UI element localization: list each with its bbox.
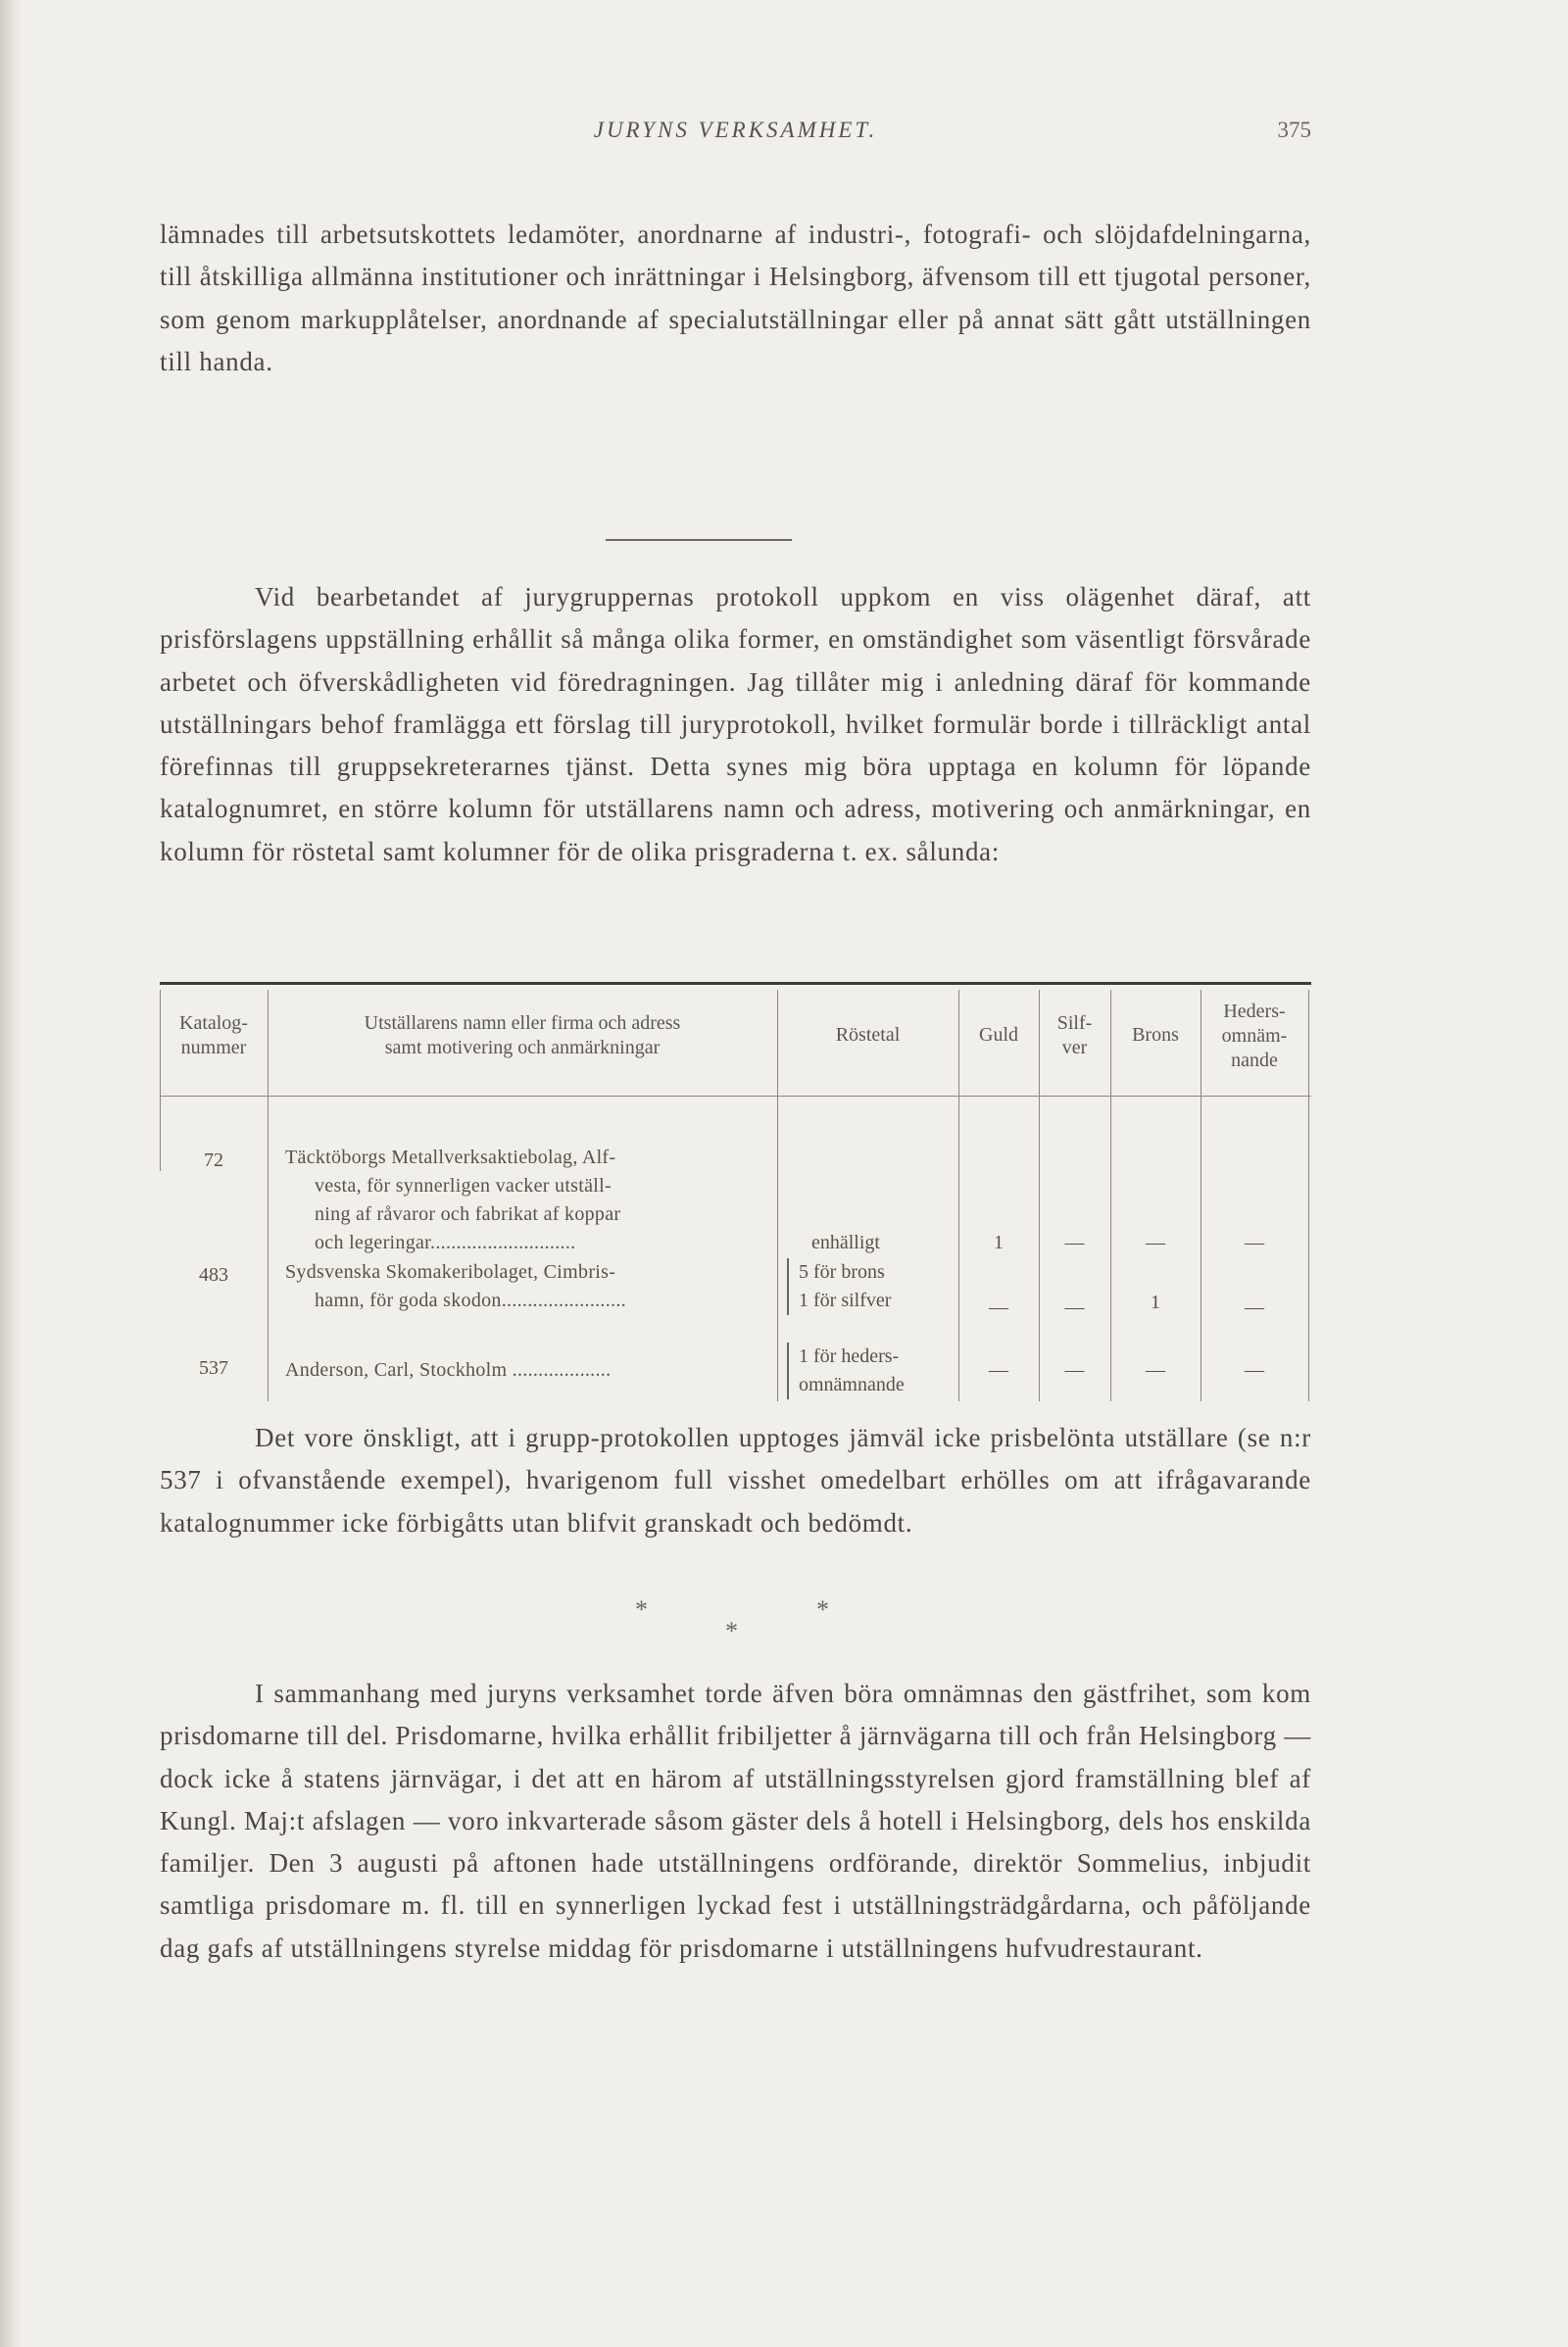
- row-guld: 1: [994, 1232, 1004, 1253]
- row-rostetal: [787, 1258, 970, 1315]
- row-description: [285, 1258, 775, 1315]
- description-line: Sydsvenska Skomakeribolaget, Cimbris-: [285, 1261, 616, 1283]
- col-header-line: Utställarens namn eller firma och adress: [364, 1012, 681, 1034]
- paragraph-2: Vid bearbetandet af jurygruppernas protokoll uppkom en viss olägenhet däraf, att prisförslagens uppställning erhållit så många olika former, en omständighet som väsentligt försvårade arbetet och öfverskådligheten vid föredragningen. Jag tillåter mig i anledning däraf för kommande utställningars behof framlägga ett förslag till juryprotokoll, hvilket formulär borde i tillräckligt antal förefinnas till gruppsekreterarnes tjänst. Detta synes mig böra upptaga en kolumn för löpande katalognumret, en större kolumn för utställarens namn och adress, motivering och anmärkningar, en kolumn för röstetal samt kolumner för de olika prisgraderna t. ex. sålunda:: [160, 582, 1311, 866]
- col-header-line: Katalog-: [179, 1012, 248, 1034]
- row-description: [285, 1144, 775, 1257]
- running-head: JURYNS VERKSAMHET.: [593, 118, 878, 142]
- book-page: [160, 118, 1311, 1963]
- book-spine-shadow: [0, 0, 22, 2347]
- description-line: Täcktöborgs Metallverksaktiebolag, Alf-: [285, 1147, 616, 1168]
- row-silfver: —: [1064, 1296, 1085, 1318]
- row-silfver: —: [1064, 1359, 1085, 1381]
- description-line: och legeringar............................: [315, 1232, 576, 1253]
- row-katalog-number: 483: [199, 1264, 228, 1286]
- col-divider: [1110, 990, 1111, 1401]
- row-description: Anderson, Carl, Stockholm ...................: [285, 1359, 612, 1381]
- description-line: hamn, för goda skodon........................: [315, 1290, 626, 1311]
- row-heders: —: [1245, 1359, 1264, 1381]
- col-header-line: Silf-: [1056, 1012, 1093, 1034]
- col-header-rostetal: Röstetal: [835, 1024, 901, 1046]
- asterisk: *: [816, 1595, 829, 1624]
- col-header-brons: Brons: [1132, 1024, 1179, 1046]
- section-break-asterisks: [160, 1595, 1311, 1654]
- col-divider: [958, 990, 959, 1401]
- rostetal-line: 1 för heders-: [799, 1345, 900, 1367]
- row-guld: —: [989, 1296, 1008, 1318]
- paragraph-3: Det vore önskligt, att i grupp-protokollen upptoges jämväl icke prisbelönta utställare (se n:r 537 i ofvanstående exempel), hvarigenom full visshet omedelbart erhölles om att ifrågavarande katalognummer icke förbigåtts utan blifvit granskadt och bedömdt.: [160, 1423, 1311, 1538]
- col-divider: [777, 990, 778, 1401]
- paragraph-4: I sammanhang med juryns verksamhet torde äfven böra omnämnas den gästfrihet, som kom prisdomarne till del. Prisdomarne, hvilka erhållit fribiljetter å järnvägarna till och från Helsingborg — dock icke å statens järnvägar, i det att en härom af utställningsstyrelsen gjord framställning blef af Kungl. Maj:t afslagen — voro inkvarterade såsom gäster dels å hotell i Helsingborg, dels hos enskilda familjer. Den 3 augusti på aftonen hade utställningens ordförande, direktör Sommelius, inbjudit samtliga prisdomare m. fl. till en synnerligen lyckad fest i utställningsträdgårdarna, och påföljande dag gafs af utställningens styrelse middag för prisdomarne i utställningens hufvudrestaurant.: [160, 1679, 1311, 1963]
- col-divider: [268, 990, 269, 1401]
- col-header-katalog: [162, 1011, 266, 1060]
- row-katalog-number: 537: [199, 1357, 228, 1379]
- jury-protocol-table: [160, 982, 1311, 1403]
- col-divider: [1039, 990, 1040, 1401]
- row-brons: 1: [1151, 1292, 1160, 1313]
- col-header-line: samt motivering och anmärkningar: [384, 1037, 661, 1058]
- row-guld: —: [989, 1359, 1008, 1381]
- col-header-line: nande: [1231, 1050, 1278, 1071]
- col-header-silfver: [1041, 1011, 1108, 1060]
- col-header-guld: Guld: [979, 1024, 1018, 1046]
- table-border-right: [1308, 990, 1309, 1401]
- row-brons: —: [1146, 1232, 1165, 1253]
- asterisk: *: [635, 1595, 648, 1624]
- row-heders: —: [1245, 1232, 1264, 1253]
- page-header: [160, 118, 1311, 157]
- paragraph-1: lämnades till arbetsutskottets ledamöter, anordnarne af industri-, fotografi- och slöjdafdelningarna, till åtskilliga allmänna institutioner och inrättningar i Helsingborg, äfvensom till ett tjugotal personer, som genom markupplåtelser, anordnande af specialutställningar eller på annat sätt gått utställningen till handa.: [160, 220, 1311, 376]
- rostetal-line: omnämnande: [799, 1374, 905, 1395]
- col-header-line: Heders-: [1223, 1001, 1286, 1022]
- section-divider: [606, 539, 792, 541]
- table-top-rule: [160, 982, 1311, 985]
- col-header-heders: [1202, 1000, 1306, 1073]
- col-divider: [1200, 990, 1201, 1401]
- description-line: vesta, för synnerligen vacker utställ-: [315, 1175, 612, 1197]
- col-header-line: omnäm-: [1221, 1025, 1288, 1047]
- page-number: 375: [1277, 118, 1311, 142]
- row-rostetal: [787, 1343, 970, 1399]
- table-border-left: [160, 990, 161, 1171]
- col-header-line: nummer: [180, 1037, 247, 1058]
- col-header-utstallare: [270, 1011, 775, 1060]
- row-heders: —: [1245, 1296, 1264, 1318]
- row-katalog-number: 72: [204, 1149, 223, 1171]
- row-silfver: —: [1064, 1232, 1085, 1253]
- row-brons: —: [1146, 1359, 1165, 1381]
- rostetal-line: 5 för brons: [799, 1261, 885, 1283]
- table-header-rule: [160, 1096, 1311, 1097]
- col-header-line: ver: [1061, 1037, 1088, 1058]
- row-rostetal: enhälligt: [811, 1232, 880, 1253]
- asterisk: *: [725, 1617, 738, 1645]
- rostetal-line: 1 för silfver: [799, 1290, 892, 1311]
- description-line: ning af råvaror och fabrikat af koppar: [315, 1203, 621, 1225]
